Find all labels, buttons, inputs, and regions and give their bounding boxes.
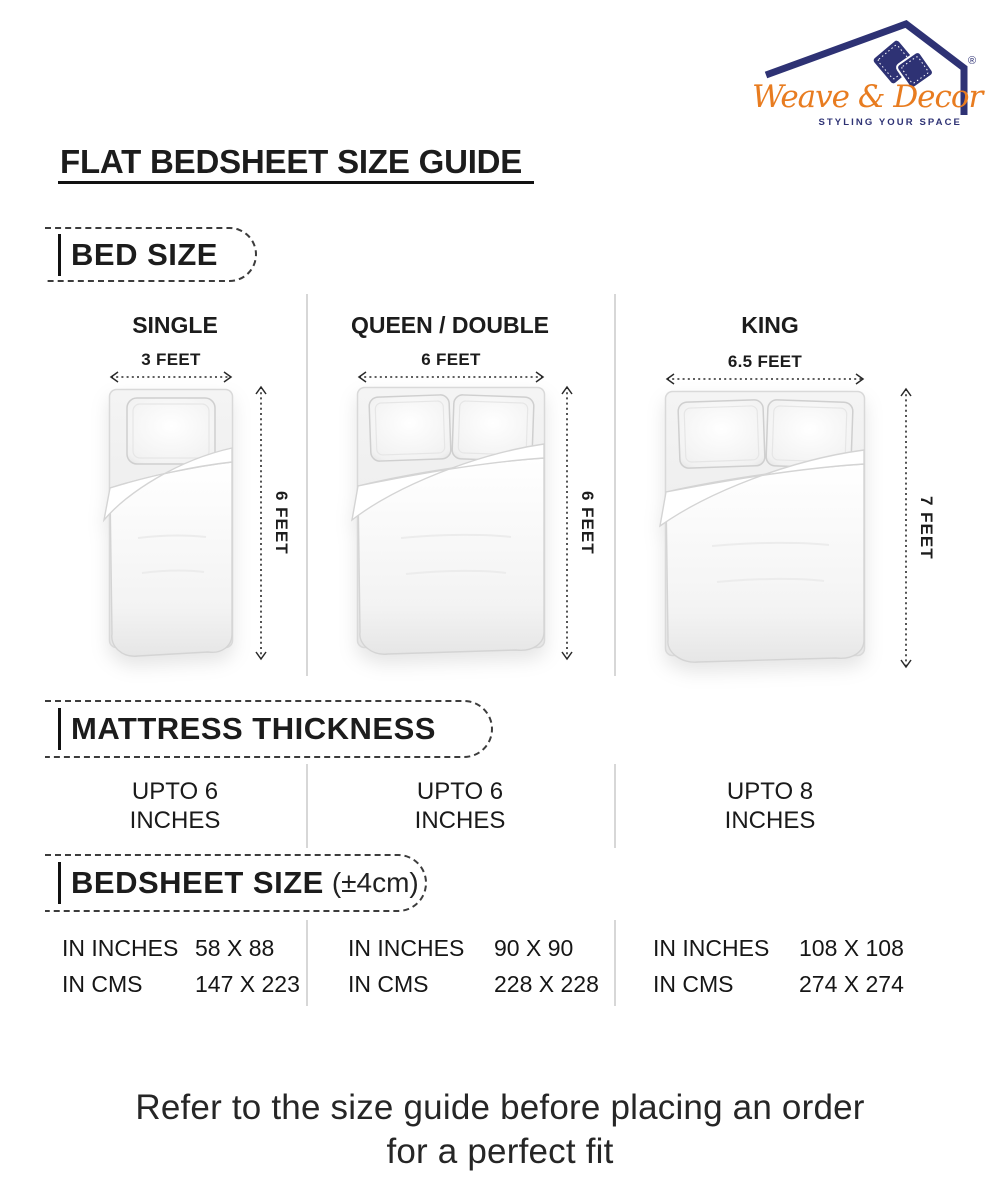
- king-width-arrow: [664, 372, 866, 386]
- bed-illustration-king: [664, 390, 866, 668]
- mattress-thickness-queen: [330, 777, 590, 835]
- heading-accent-bar: [58, 234, 61, 276]
- in-cms-label: IN CMS: [348, 970, 429, 997]
- mattress-value-line: INCHES: [129, 807, 221, 834]
- brand-tagline: STYLING YOUR SPACE: [818, 117, 962, 128]
- bedsheet-sizes-king: [653, 930, 904, 1002]
- mattress-value-line: UPTO 6: [131, 778, 219, 805]
- in-inches-label: IN INCHES: [653, 934, 770, 961]
- bedsheet-sizes-queen: [348, 930, 599, 1002]
- bedsheet-size-tolerance: (±4cm): [331, 867, 419, 898]
- bedsheet-sizes-single: [62, 930, 300, 1002]
- bedsheet-size-row: [653, 966, 904, 1002]
- footer-line-2: for a perfect fit: [386, 1132, 614, 1171]
- column-title-king: KING: [741, 312, 799, 338]
- brand-logo: [746, 12, 983, 130]
- column-divider: [306, 294, 308, 676]
- cms-value: 274 X 274: [799, 970, 904, 997]
- king-width-label: 6.5 FEET: [727, 352, 803, 371]
- inches-value: 58 X 88: [195, 934, 275, 961]
- queen-width-arrow: [356, 370, 546, 384]
- inches-value: 90 X 90: [494, 934, 574, 961]
- column-divider: [306, 920, 308, 1006]
- bedsheet-size-heading: [45, 854, 427, 912]
- bedsheet-size-row: [62, 966, 300, 1002]
- in-cms-label: IN CMS: [62, 970, 143, 997]
- in-inches-label: IN INCHES: [348, 934, 465, 961]
- single-length-label: 6 FEET: [272, 491, 291, 555]
- column-divider: [306, 764, 308, 848]
- heading-accent-bar: [58, 708, 61, 750]
- footer-note: [0, 1086, 1000, 1174]
- in-cms-label: IN CMS: [653, 970, 734, 997]
- mattress-thickness-king: [640, 777, 900, 835]
- bed-illustration-single: [108, 388, 234, 660]
- bedsheet-size-row: [348, 966, 599, 1002]
- page-title: FLAT BEDSHEET SIZE GUIDE: [60, 143, 523, 180]
- mattress-thickness-single: [45, 777, 305, 835]
- bed-size-heading-label: BED SIZE: [71, 236, 218, 272]
- registered-mark: ®: [968, 55, 977, 67]
- bedsheet-size-row: [348, 930, 599, 966]
- heading-accent-bar: [58, 862, 61, 904]
- column-title-queen-double: QUEEN / DOUBLE: [350, 312, 550, 338]
- queen-length-label: 6 FEET: [578, 491, 597, 555]
- column-divider: [614, 920, 616, 1006]
- bedsheet-size-row: [653, 930, 904, 966]
- king-length-arrow: [899, 386, 913, 670]
- bedsheet-size-row: [62, 930, 300, 966]
- single-width-label: 3 FEET: [141, 350, 201, 369]
- king-length-label: 7 FEET: [917, 496, 936, 560]
- single-length-arrow: [254, 384, 268, 662]
- title-underline: [58, 181, 534, 184]
- cms-value: 147 X 223: [195, 970, 300, 997]
- column-title-single: SINGLE: [132, 312, 218, 338]
- queen-length-arrow: [560, 384, 574, 662]
- footer-line-1: Refer to the size guide before placing an order: [135, 1088, 865, 1127]
- queen-width-label: 6 FEET: [421, 350, 481, 369]
- mattress-value-line: INCHES: [724, 807, 816, 834]
- column-divider: [614, 294, 616, 676]
- mattress-value-line: UPTO 8: [726, 778, 814, 805]
- mattress-value-line: UPTO 6: [416, 778, 504, 805]
- bed-illustration-queen-double: [356, 386, 546, 660]
- bedsheet-size-heading-label: BEDSHEET SIZE: [71, 865, 324, 900]
- bed-size-heading: [45, 227, 257, 282]
- mattress-value-line: INCHES: [414, 807, 506, 834]
- single-width-arrow: [108, 370, 234, 384]
- cms-value: 228 X 228: [494, 970, 599, 997]
- in-inches-label: IN INCHES: [62, 934, 179, 961]
- mattress-thickness-heading: [45, 700, 493, 758]
- mattress-thickness-heading-label: MATTRESS THICKNESS: [71, 711, 436, 746]
- column-divider: [614, 764, 616, 848]
- brand-name: Weave & Decor: [752, 79, 983, 115]
- inches-value: 108 X 108: [799, 934, 904, 961]
